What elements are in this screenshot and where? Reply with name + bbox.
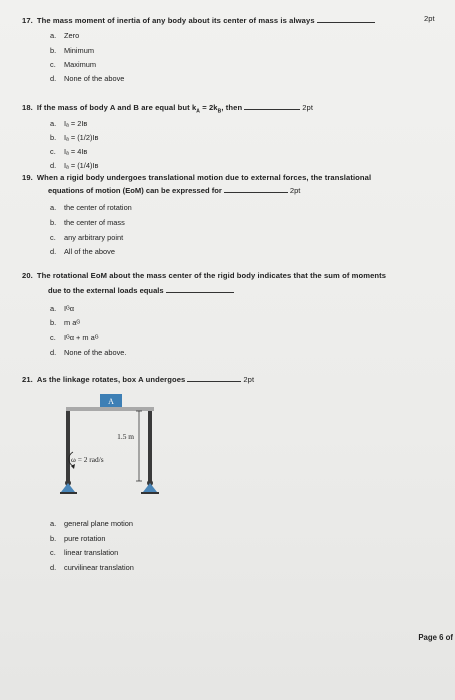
option-d: d. All of the above	[50, 247, 115, 256]
answer-blank	[166, 292, 234, 293]
answer-blank	[317, 22, 375, 23]
question-text-line1: The rotational EoM about the mass center of the rigid body indicates that the sum of moments	[36, 271, 387, 280]
question-text: The mass moment of inertia of any body about its center of mass is always	[36, 16, 315, 25]
option-b: b. m aᴳ	[50, 318, 80, 327]
option-c: c. any arbitrary point	[50, 233, 124, 242]
box-a-label: A	[108, 397, 114, 406]
answer-blank	[224, 192, 288, 193]
linkage-figure	[60, 392, 180, 502]
option-c: c. Iᴳα + m aᴳ	[50, 333, 99, 342]
right-support-icon	[143, 483, 157, 492]
right-link	[148, 411, 152, 483]
link-bar	[66, 407, 154, 411]
option-c: c. Maximum	[50, 60, 97, 69]
option-d: d. curvilinear translation	[50, 563, 134, 572]
question-number: 17.	[22, 16, 33, 25]
points-label: 2pt	[243, 375, 255, 384]
option-b: b. pure rotation	[50, 534, 106, 543]
option-d: d. Iₐ = (1/4)Iʙ	[50, 161, 99, 170]
option-d: d. None of the above	[50, 74, 125, 83]
question-text: As the linkage rotates, box A undergoes	[36, 375, 186, 384]
option-a: a. general plane motion	[50, 519, 134, 528]
left-support-icon	[61, 483, 75, 492]
question-19	[22, 173, 371, 182]
question-number: 21.	[22, 375, 33, 384]
option-a: a. Zero	[50, 31, 80, 40]
question-text: If the mass of body A and B are equal but $k_A = 2k_B$, then	[36, 103, 243, 115]
question-21	[22, 375, 254, 384]
question-19-line2: equations of motion (EoM) can be expressed for 2pt	[48, 186, 301, 195]
option-a: a. Iᴳα	[50, 304, 74, 313]
page-number: Page 6 of	[418, 633, 453, 642]
length-label: 1.5 m	[117, 432, 134, 441]
points-label: 2pt	[302, 103, 314, 112]
question-18	[22, 103, 313, 115]
option-a: a. the center of rotation	[50, 203, 132, 212]
points-label: 2pt	[289, 186, 301, 195]
omega-label: ω = 2 rad/s	[71, 455, 104, 464]
left-link	[66, 411, 70, 483]
question-20	[22, 271, 386, 280]
question-number: 19.	[22, 173, 33, 182]
answer-blank	[187, 381, 241, 382]
option-b: b. Iₐ = (1/2)Iʙ	[50, 133, 99, 142]
question-17	[22, 16, 377, 25]
option-b: b. the center of mass	[50, 218, 125, 227]
option-a: a. Iₐ = 2Iʙ	[50, 119, 88, 128]
option-c: c. Iₐ = 4Iʙ	[50, 147, 88, 156]
question-number: 18.	[22, 103, 33, 112]
question-number: 20.	[22, 271, 33, 280]
option-c: c. linear translation	[50, 548, 119, 557]
question-text-line1: When a rigid body undergoes translational motion due to external forces, the translational	[36, 173, 372, 182]
points-label: 2pt	[424, 14, 435, 23]
option-d: d. None of the above.	[50, 348, 127, 357]
question-20-line2: due to the external loads equals	[48, 286, 236, 295]
answer-blank	[244, 109, 300, 110]
option-b: b. Minimum	[50, 46, 94, 55]
